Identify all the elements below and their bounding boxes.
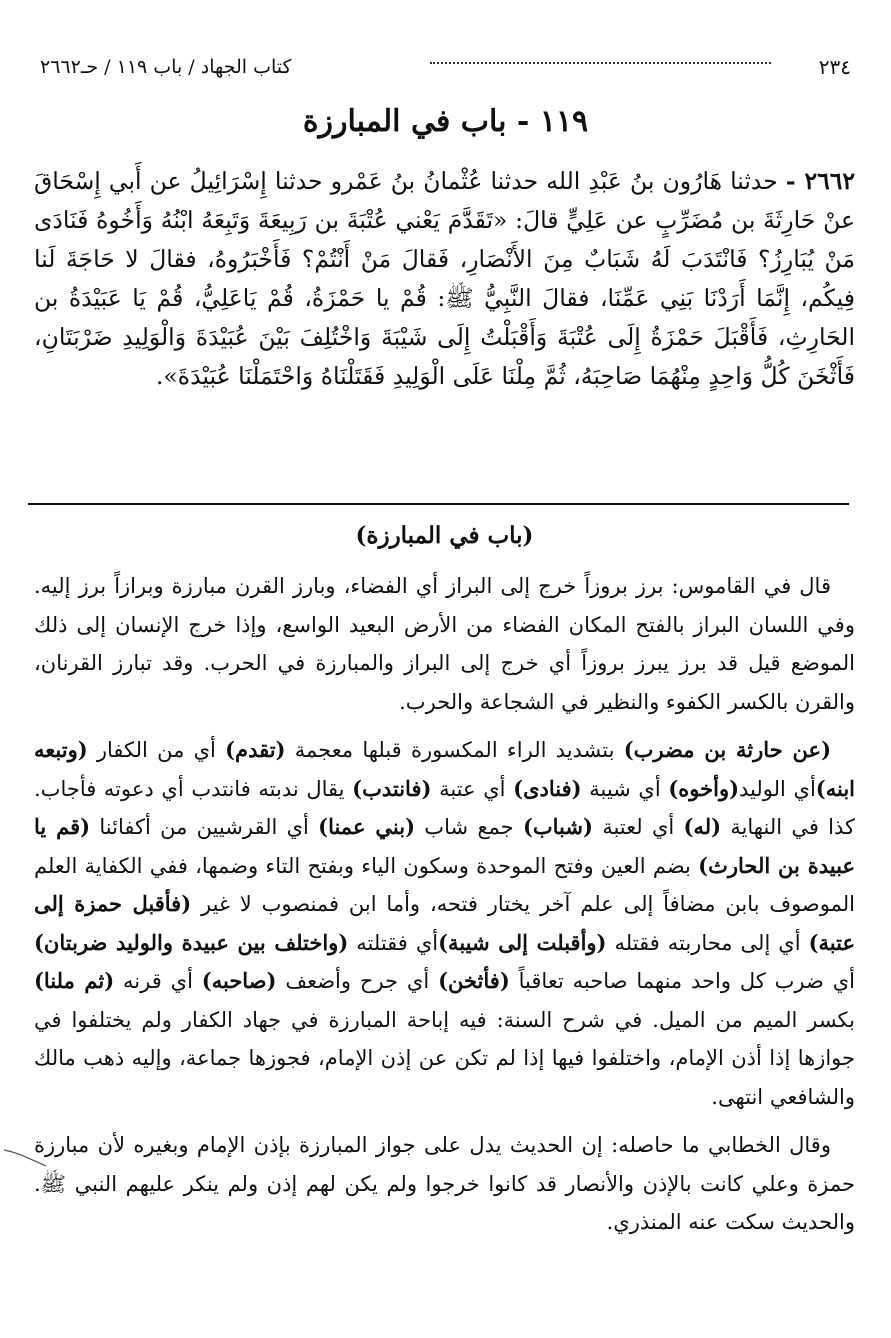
explanation-text: أي الوليد — [739, 776, 816, 801]
quoted-phrase: (له) — [683, 814, 722, 839]
explanation-text: أي عتبة — [431, 776, 514, 801]
chapter-title: ١١٩ - باب في المبارزة — [302, 104, 589, 139]
commentary-paragraph-explanation — [34, 731, 855, 1116]
hadith-body: حدثنا هَارُون بنُ عَبْدِ الله حدثنا عُثْمانُ بنُ عَمْرو حدثنا إِسْرَائِيلُ عن أَبي إِسْحَاقَ عنْ حَارِثَةَ بن مُضَرِّبٍ عن عَلِيٍّ قالَ: «تَقَدَّمَ يَعْني عُتْبَةَ بن رَبِيعَةَ وَتَبِعَهُ ابْنُهُ وَأَخُوهُ فَنَادَى مَنْ يُبَارِزُ؟ فَانْتَدَبَ لَهُ شَبَابٌ مِنَ الأَنْصَارِ، فَقالَ مَنْ أَنْتُمْ؟ فَأَخْبَرُوهُ، فقالَ لا حَاجَةَ لَنا فِيكُم، إِنَّمَا أَرَدْنَا بَنِي عَمِّنَا، فقالَ النَّبِيُّ ﷺ: قُمْ يا حَمْزَةُ، قُمْ يَاعَلِيُّ، قُمْ يَا عَبَيْدَةُ بن الحَارِثِ، فَأَقْبَلَ حَمْزَةُ إِلَى عُتْبَةَ وَأَقْبَلْتُ إِلَى شَيْبَةَ وَاخْتُلِفَ بَيْنَ عُبَيْدَةَ وَالْوَلِيدِ ضَرْبَتَانِ، فَأَثْخَنَ كُلُّ وَاحِدٍ مِنْهُمَا صَاحِبَهُ، ثُمَّ مِلْنَا عَلَى الْوَلِيدِ فَقَتَلْنَاهُ وَاحْتَمَلْنَا عُبَيْدَةَ». — [34, 167, 855, 390]
explanation-text: أي شيبة — [581, 776, 669, 801]
explanation-text: يقال ندبته فانتدب أي دعوته فأجاب. كذا في النهاية — [34, 776, 856, 839]
explanation-text: أي القرشيين من أكفائنا — [90, 815, 319, 839]
explanation-text: أي إلى محاربته فقتله — [606, 930, 809, 955]
quoted-phrase: (وأقبلت إلى شيبة) — [438, 929, 607, 955]
quoted-phrase: (وتبعه ابنه) — [34, 737, 856, 801]
quoted-phrase: (ثم ملنا) — [34, 968, 115, 993]
quoted-phrase: (عن حارثة بن مضرب) — [623, 737, 832, 762]
quoted-phrase: (تقدم) — [225, 737, 286, 762]
quoted-phrase: (قم يا عبيدة بن الحارث) — [34, 814, 855, 878]
explanation-text: جمع شاب — [415, 815, 523, 839]
quoted-phrase: (فأقبل حمزة إلى عتبة) — [34, 891, 855, 955]
explanation-text: أي لعتبة — [592, 815, 684, 839]
explanation-text: بكسر الميم من الميل. في شرح السنة: فيه إباحة المبارزة في جهاد الكفار ولم يختلفوا في جوازها إذا أذن الإمام، واختلفوا فيها إذا لم تكن عن إذن الإمام، فجوزها جماعة، وإليه ذهب مالك والشافعي انتهى. — [34, 1007, 855, 1109]
commentary-paragraph-khattabi: وقال الخطابي ما حاصله: إن الحديث يدل على جواز المبارزة بإذن الإمام وبغيره لأن مبارزة حمزة وعلي كانت بالإذن والأنصار قد كانوا خرجوا ولم يكن لهم إذن ولم ينكر عليهم النبي ﷺ. والحديث سكت عنه المنذري. — [34, 1133, 855, 1234]
page-number: ٢٣٤ — [818, 55, 851, 79]
explanation-text: أي من الكفار — [87, 738, 226, 762]
explanation-text: أي قرنه — [114, 969, 202, 993]
commentary-block — [34, 515, 855, 1242]
explanation-text: بضم العين وفتح الموحدة وسكون الياء وبفتح التاء وضمها، ففي الكفاية العلم الموصوف بابن مضافاً إلى علم آخر يختار فتحه، وأما ابن فمنصوب لا غير — [34, 853, 855, 916]
book-reference: كتاب الجهاد / باب ١١٩ / حـ٢٦٦٢ — [40, 56, 292, 78]
commentary-paragraph-lexical: قال في القاموس: برز بروزاً خرج إلى البراز أي الفضاء، وبارز القرن مبارزة وبرازاً برز إليه. وفي اللسان البراز بالفتح المكان الفضاء من الأرض البعيد الواسع، وإذا خرج الإنسان إلى ذلك الموضع قيل قد برز يبرز بروزاً أي خرج إلى البراز والمبارزة في الحرب. وقد تبارز القرنان، والقرن بالكسر الكفوء والنظير في الشجاعة والحرب. — [34, 574, 855, 714]
quoted-phrase: (فانتدب) — [352, 775, 432, 801]
quoted-phrase: (شباب) — [522, 814, 593, 839]
hadith-number: ٢٦٦٢ - — [785, 167, 855, 195]
quoted-phrase: (واختلف بين عبيدة والوليد ضربتان) — [34, 929, 349, 955]
quoted-phrase: (صاحبه) — [201, 968, 277, 993]
quoted-phrase: (فنادى) — [513, 775, 582, 801]
section-divider — [28, 503, 849, 505]
quoted-phrase: (فأثخن) — [438, 968, 510, 993]
commentary-title: (باب في المبارزة) — [355, 522, 534, 549]
explanation-text: أي ضرب كل واحد منهما صاحبه تعاقباً — [509, 969, 856, 993]
quoted-phrase: (وأخوه) — [668, 775, 740, 801]
leader-dots — [430, 62, 771, 64]
hadith-text-block — [34, 162, 855, 396]
quoted-phrase: (بني عمنا) — [318, 814, 416, 839]
explanation-text: أي جرح وأضعف — [276, 969, 439, 993]
running-head — [40, 52, 851, 82]
explanation-text: بتشديد الراء المكسورة قبلها معجمة — [285, 738, 624, 762]
margin-pen-mark — [2, 1146, 50, 1170]
explanation-text: أي فقتلته — [348, 930, 439, 955]
